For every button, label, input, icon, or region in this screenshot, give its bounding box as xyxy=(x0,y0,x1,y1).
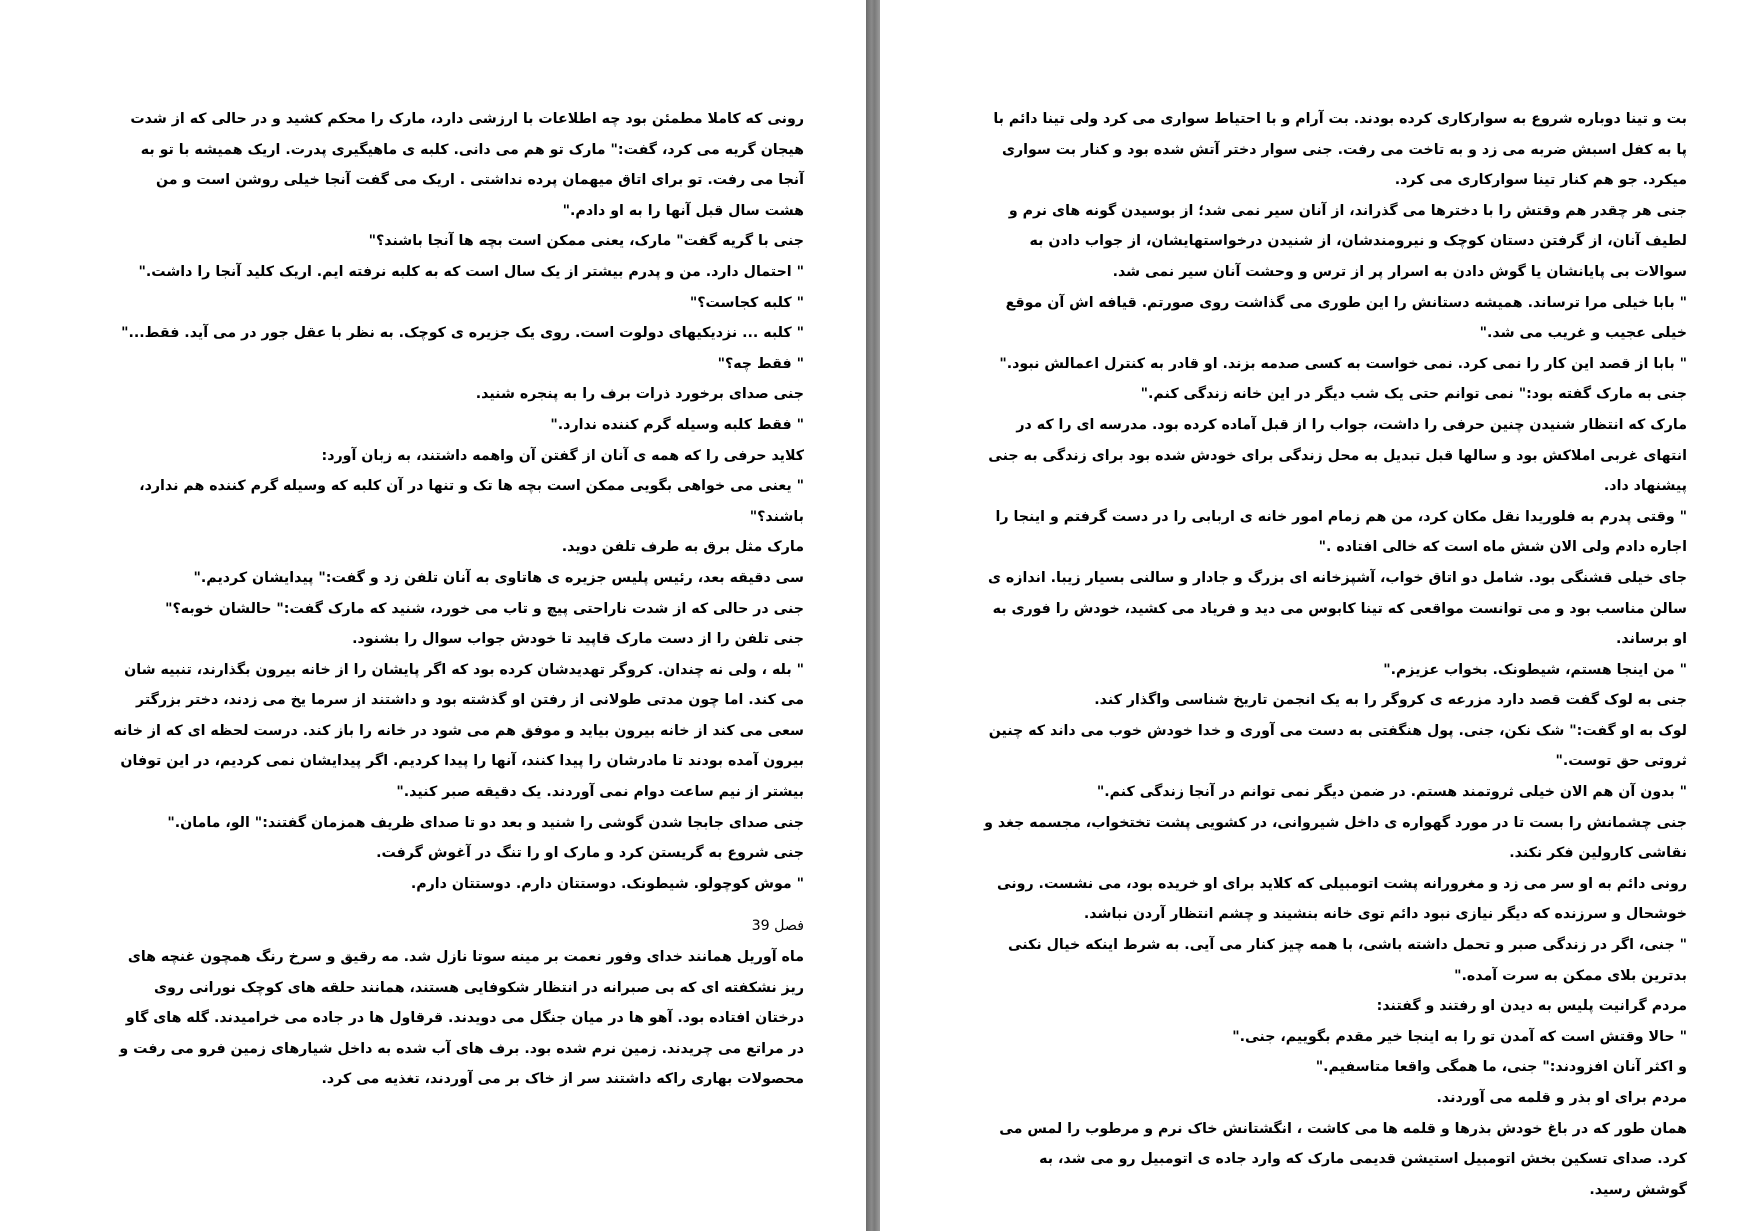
right-page xyxy=(880,0,1750,1231)
paragraph: " بابا از قصد این کار را نمی کرد. نمی خواست به کسی صدمه بزند. او قادر به کنترل اعمالش نبود." xyxy=(999,355,1687,372)
paragraph: " حالا وقتش است که آمدن تو را به اینجا خیر مقدم بگوییم، جنی." xyxy=(1232,1028,1687,1045)
paragraph: جنی هر چقدر هم وقتش را با دخترها می گذراند، از آنان سیر نمی شد؛ از بوسیدن گونه های نرم و لطیف آنان، از گرفتن دستان کوچک و نیرومندشان، از شنیدن درخواستهایشان، از جواب دادن به سوالات بی پایانشان یا گوش دادن به اسرار پر از ترس و وحشت آنان سیر نمی شد. xyxy=(1008,202,1687,280)
paragraph: جای خیلی قشنگی بود. شامل دو اتاق خواب، آشپزخانه ای بزرگ و جادار و سالنی بسیار زیبا. اندازه ی سالن مناسب بود و می توانست مواقعی که تینا کابوس می دید و فریاد می کشید، خودش را فوری به او برساند. xyxy=(987,569,1687,648)
right-page-text xyxy=(984,104,1687,1205)
paragraph: جنی صدای برخورد ذرات برف را به پنجره شنید. xyxy=(475,386,804,403)
paragraph: جنی تلفن را از دست مارک قاپید تا خودش جواب سوال را بشنود. xyxy=(352,631,804,648)
paragraph: جنی به لوک گفت قصد دارد مزرعه ی کروگر را به یک انجمن تاریخ شناسی واگذار کند. xyxy=(1094,692,1687,709)
paragraph: جنی در حالی که از شدت ناراحتی پیچ و تاب می خورد، شنید که مارک گفت:" حالشان خوبه؟" xyxy=(165,600,804,617)
paragraph: جنی چشمانش را بست تا در مورد گهواره ی داخل شیروانی، در کشویی پشت تختخواب، مجسمه جغد و نقاشی کارولین فکر نکند. xyxy=(984,814,1687,862)
paragraph: " موش کوچولو. شیطونک. دوستتان دارم. دوستتان دارم. xyxy=(410,875,804,892)
paragraph: " من اینجا هستم، شیطونک. بخواب عزیزم." xyxy=(1383,661,1687,678)
paragraph: " جنی، اگر در زندگی صبر و تحمل داشته باشی، با همه چیز کنار می آیی. به شرط اینکه خیال نکنی بدترین بلای ممکن به سرت آمده." xyxy=(1007,937,1687,984)
paragraph: " کلبه ... نزدیکیهای دولوت است. روی یک جزیره ی کوچک. به نظر با عقل جور در می آید. فقط..." xyxy=(121,325,804,342)
paragraph: " بدون آن هم الان خیلی ثروتمند هستم. در ضمن دیگر نمی توانم در آنجا زندگی کنم." xyxy=(1096,784,1687,801)
paragraph: " یعنی می خواهی بگویی ممکن است بچه ها تک و تنها در آن کلبه که وسیله گرم کننده هم ندارد، باشند؟" xyxy=(139,478,804,525)
paragraph: مارک که انتظار شنیدن چنین حرفی را داشت، جواب را از قبل آماده کرده بود. مدرسه ای را که در انتهای غربی املاکش بود و سالها قبل تبدیل به محل زندگی برای خودش شده بود برای زندگی به جنی پیشنهاد داد. xyxy=(988,416,1687,495)
paragraph: رونی دائم به او سر می زد و مغرورانه پشت اتومبیلی که کلاید برای او خریده بود، می نشست. رونی خوشحال و سرزنده که دیگر نیازی نبود دائم توی خانه بنشیند و چشم انتظار آردن نباشد. xyxy=(996,875,1687,923)
left-page-text xyxy=(112,104,804,1095)
paragraph: و اکثر آنان افزودند:" جنی، ما همگی واقعا متاسفیم." xyxy=(1315,1059,1687,1076)
paragraph: " وقتی پدرم به فلوریدا نقل مکان کرد، من هم زمام امور خانه ی اربابی را در دست گرفتم و اینجا را اجاره دادم ولی الان شش ماه است که خالی افتاده ." xyxy=(995,508,1687,556)
paragraph: " احتمال دارد. من و پدرم بیشتر از یک سال است که به کلبه نرفته ایم. اریک کلید آنجا را داشت." xyxy=(138,263,804,280)
paragraph: مارک مثل برق به طرف تلفن دوید. xyxy=(561,539,804,556)
paragraph: جنی با گریه گفت" مارک، یعنی ممکن است بچه ها آنجا باشند؟" xyxy=(368,233,804,250)
paragraph: همان طور که در باغ خودش بذرها و قلمه ها می کاشت ، انگشتانش خاک نرم و مرطوب را لمس می کرد. صدای تسکین بخش اتومبیل استیشن قدیمی مارک که وارد جاده ی اتومبیل رو می شد، به گوشش رسید. xyxy=(999,1120,1687,1198)
paragraph: رونی که کاملا مطمئن بود چه اطلاعات با ارزشی دارد، مارک را محکم کشید و در حالی که از شدت هیجان گریه می کرد، گفت:" مارک تو هم می دانی. کلبه ی ماهیگیری پدرت. اریک همیشه با تو به آنجا می رفت. تو برای اتاق میهمان پرده نداشتی . اریک می گفت آنجا خیلی روشن است و من هشت سال قبل آنها را به او دادم." xyxy=(130,111,804,219)
chapter-heading xyxy=(112,911,804,942)
paragraph: لوک به او گفت:" شک نکن، جنی. پول هنگفتی به دست می آوری و خدا خودش خوب می داند که چنین ثروتی حق توست." xyxy=(988,722,1687,770)
paragraph: " بله ، ولی نه چندان. کروگر تهدیدشان کرده بود که اگر پایشان را از خانه بیرون بگذارند، تنبیه شان می کند. اما چون مدتی طولانی از رفتن او گذشته بود و داشتند از سرما یخ می زدند، دختر بزرگتر سعی می کند از خانه بیرون بیاید و موفق هم می شود در خانه را باز کند. درست لحظه ای که از خانه بیرون آمده بودند تا مادرشان را پیدا کنند، آنها را پیدا کردیم. اگر پیدایشان نمی کردیم، در این توفان بیشتر از نیم ساعت دوام نمی آوردند. یک دقیقه صبر کنید." xyxy=(113,661,804,801)
paragraph: جنی شروع به گریستن کرد و مارک او را تنگ در آغوش گرفت. xyxy=(376,845,804,862)
paragraph: " فقط کلبه وسیله گرم کننده ندارد." xyxy=(550,416,804,433)
paragraph: " کلبه کجاست؟" xyxy=(689,294,804,311)
paragraph: ماه آوریل همانند خدای وفور نعمت بر مینه سوتا نازل شد. مه رقیق و سرخ رنگ همچون غنچه های ریز نشکفته ای که بی صبرانه در انتظار شکوفایی هستند، همانند حلقه های کوچک نورانی روی درختان افتاده بود. آهو ها در میان جنگل می دویدند. قرقاول ها در جاده می خرامیدند. گله های گاو در مراتع می چریدند. زمین نرم شده بود. برف های آب شده به داخل شیارهای زمین فرو می رفت و محصولات بهاری راکه داشتند سر از خاک بر می آوردند، تغذیه می کرد. xyxy=(119,949,804,1088)
paragraph: بت و تینا دوباره شروع به سوارکاری کرده بودند. بت آرام و با احتیاط سواری می کرد ولی تینا دائم با پا به کفل اسبش ضربه می زد و به تاخت می رفت. جنی سوار دختر آتش شده بود و کنار بت سواری میکرد. جو هم کنار تینا سوارکاری می کرد. xyxy=(993,111,1687,189)
paragraph: مردم گرانیت پلیس به دیدن او رفتند و گفتند: xyxy=(1376,998,1687,1015)
chapter-label: فصل xyxy=(774,918,804,935)
chapter-number: 39 xyxy=(751,918,770,935)
left-page xyxy=(0,0,866,1231)
paragraph: " بابا خیلی مرا ترساند. همیشه دستانش را این طوری می گذاشت روی صورتم. قیافه اش آن موقع خیلی عجیب و غریب می شد." xyxy=(1005,294,1687,342)
paragraph: مردم برای او بذر و قلمه می آوردند. xyxy=(1436,1090,1687,1106)
paragraph: جنی به مارک گفته بود:" نمی توانم حتی یک شب دیگر در این خانه زندگی کنم." xyxy=(1140,386,1687,403)
paragraph: " فقط چه؟" xyxy=(717,355,804,372)
paragraph: کلاید حرفی را که همه ی آنان از گفتن آن واهمه داشتند، به زبان آورد: xyxy=(321,447,804,464)
paragraph: سی دقیقه بعد، رئیس پلیس جزیره ی هاتاوی به آنان تلفن زد و گفت:" پیدایشان کردیم." xyxy=(193,569,804,586)
paragraph: جنی صدای جابجا شدن گوشی را شنید و بعد دو تا صدای ظریف همزمان گفتند:" الو، مامان." xyxy=(167,814,804,831)
book-gutter xyxy=(866,0,880,1231)
